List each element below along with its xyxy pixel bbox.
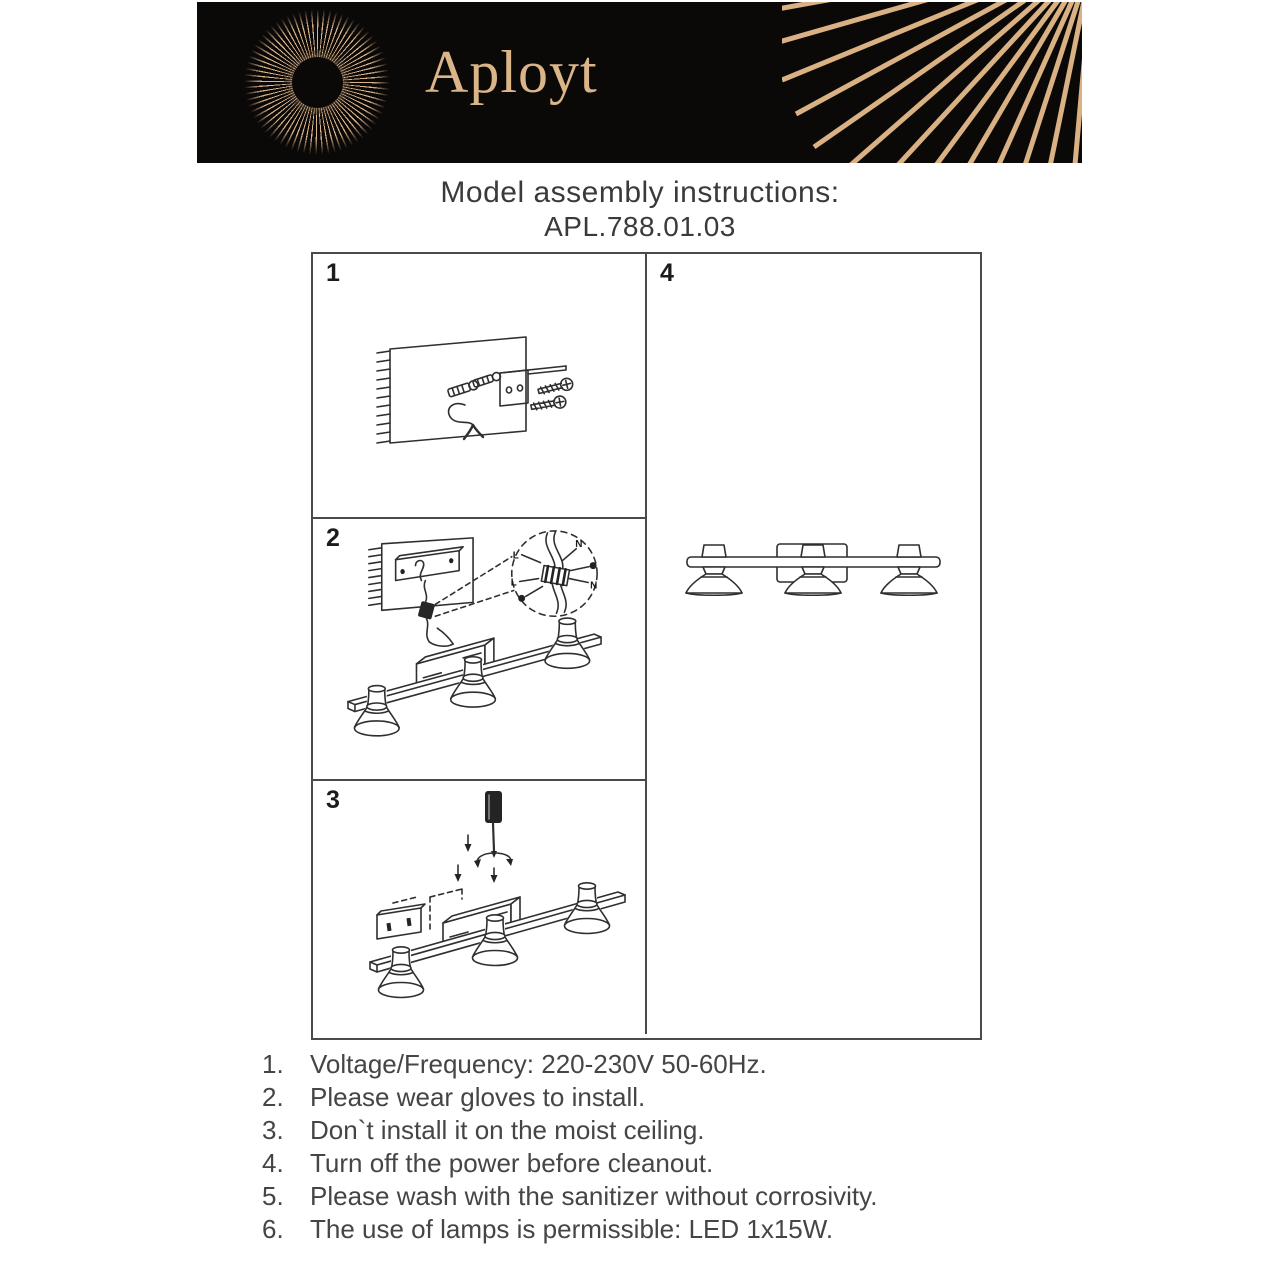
- panel-number: 2: [326, 524, 340, 552]
- box-wire: [429, 628, 453, 646]
- step-panel-4: [647, 254, 976, 1034]
- ground-icon: [518, 595, 525, 602]
- wire-ends: [464, 425, 483, 439]
- terminal-block: [541, 566, 569, 586]
- step-panel-1: [313, 254, 647, 519]
- supply-wire: [449, 404, 473, 425]
- safety-notes-list: [262, 1048, 1062, 1246]
- list-item-number: 4.: [262, 1148, 284, 1178]
- list-item-text: Voltage/Frequency: 220-230V 50-60Hz.: [310, 1049, 767, 1079]
- list-item-text: The use of lamps is permissible: LED 1x15W.: [310, 1214, 834, 1244]
- screwdriver-icon: [485, 791, 502, 858]
- hanging-wire: [415, 561, 435, 643]
- fixture-3d: [370, 883, 625, 998]
- starburst-logo-icon: [242, 7, 392, 157]
- lamp-front: [881, 545, 937, 595]
- fixture-3d: [348, 618, 601, 736]
- list-item-number: 3.: [262, 1115, 284, 1145]
- list-item: [262, 1114, 1062, 1147]
- list-item-text: Please wash with the sanitizer without corrosivity.: [310, 1181, 878, 1211]
- list-item: [262, 1180, 1062, 1213]
- panel-number: 1: [326, 259, 340, 287]
- list-item-number: 2.: [262, 1082, 284, 1112]
- wire-label-neutral: N: [575, 538, 583, 550]
- step1-illustration: [313, 254, 645, 517]
- panel-number: 3: [326, 786, 340, 814]
- assembly-steps-grid: [311, 252, 982, 1040]
- brand-banner: [197, 2, 1082, 163]
- brand-name: Aployt: [425, 39, 598, 105]
- fixture-bar: [687, 557, 940, 567]
- list-item-number: 5.: [262, 1181, 284, 1211]
- step4-illustration: [647, 254, 976, 1034]
- step-panel-3: [313, 781, 647, 1034]
- wire-label-live: L: [512, 550, 519, 562]
- lamp-front: [686, 545, 742, 595]
- step3-illustration: [313, 781, 645, 1034]
- step2-illustration: [313, 519, 645, 779]
- bracket-plate: [377, 904, 425, 939]
- down-arrow-icon: [465, 835, 472, 852]
- list-item: [262, 1213, 1062, 1246]
- list-item: [262, 1147, 1062, 1180]
- screw-icon: [530, 395, 567, 413]
- model-number: APL.788.01.03: [544, 211, 736, 242]
- list-item-text: Please wear gloves to install.: [310, 1082, 646, 1112]
- ground-icon: [590, 562, 597, 569]
- list-item-number: 1.: [262, 1049, 284, 1079]
- page-title: Model assembly instructions:: [440, 176, 840, 209]
- detail-leader-lines: [435, 557, 513, 617]
- down-arrow-icon: [455, 865, 462, 882]
- wall-anchor-icon: [447, 380, 479, 398]
- wire-label-neutral: N: [590, 580, 598, 592]
- down-arrow-icon: [491, 868, 498, 883]
- panel-number: 4: [660, 259, 674, 287]
- list-item-number: 6.: [262, 1214, 284, 1244]
- wall-hatching: [377, 351, 390, 443]
- list-item-text: Turn off the power before cleanout.: [310, 1148, 714, 1178]
- screw-icon: [537, 377, 574, 397]
- rays-decoration-icon: [782, 2, 1082, 163]
- wall-anchor-icon: [472, 372, 501, 388]
- wire-label-live: L: [510, 577, 517, 589]
- list-item-text: Don`t install it on the moist ceiling.: [310, 1115, 705, 1145]
- list-item: [262, 1048, 1062, 1081]
- wire-connector: [418, 601, 436, 620]
- list-item: [262, 1081, 1062, 1114]
- wiring-detail-circle: [511, 531, 598, 616]
- step-panel-2: [313, 519, 647, 781]
